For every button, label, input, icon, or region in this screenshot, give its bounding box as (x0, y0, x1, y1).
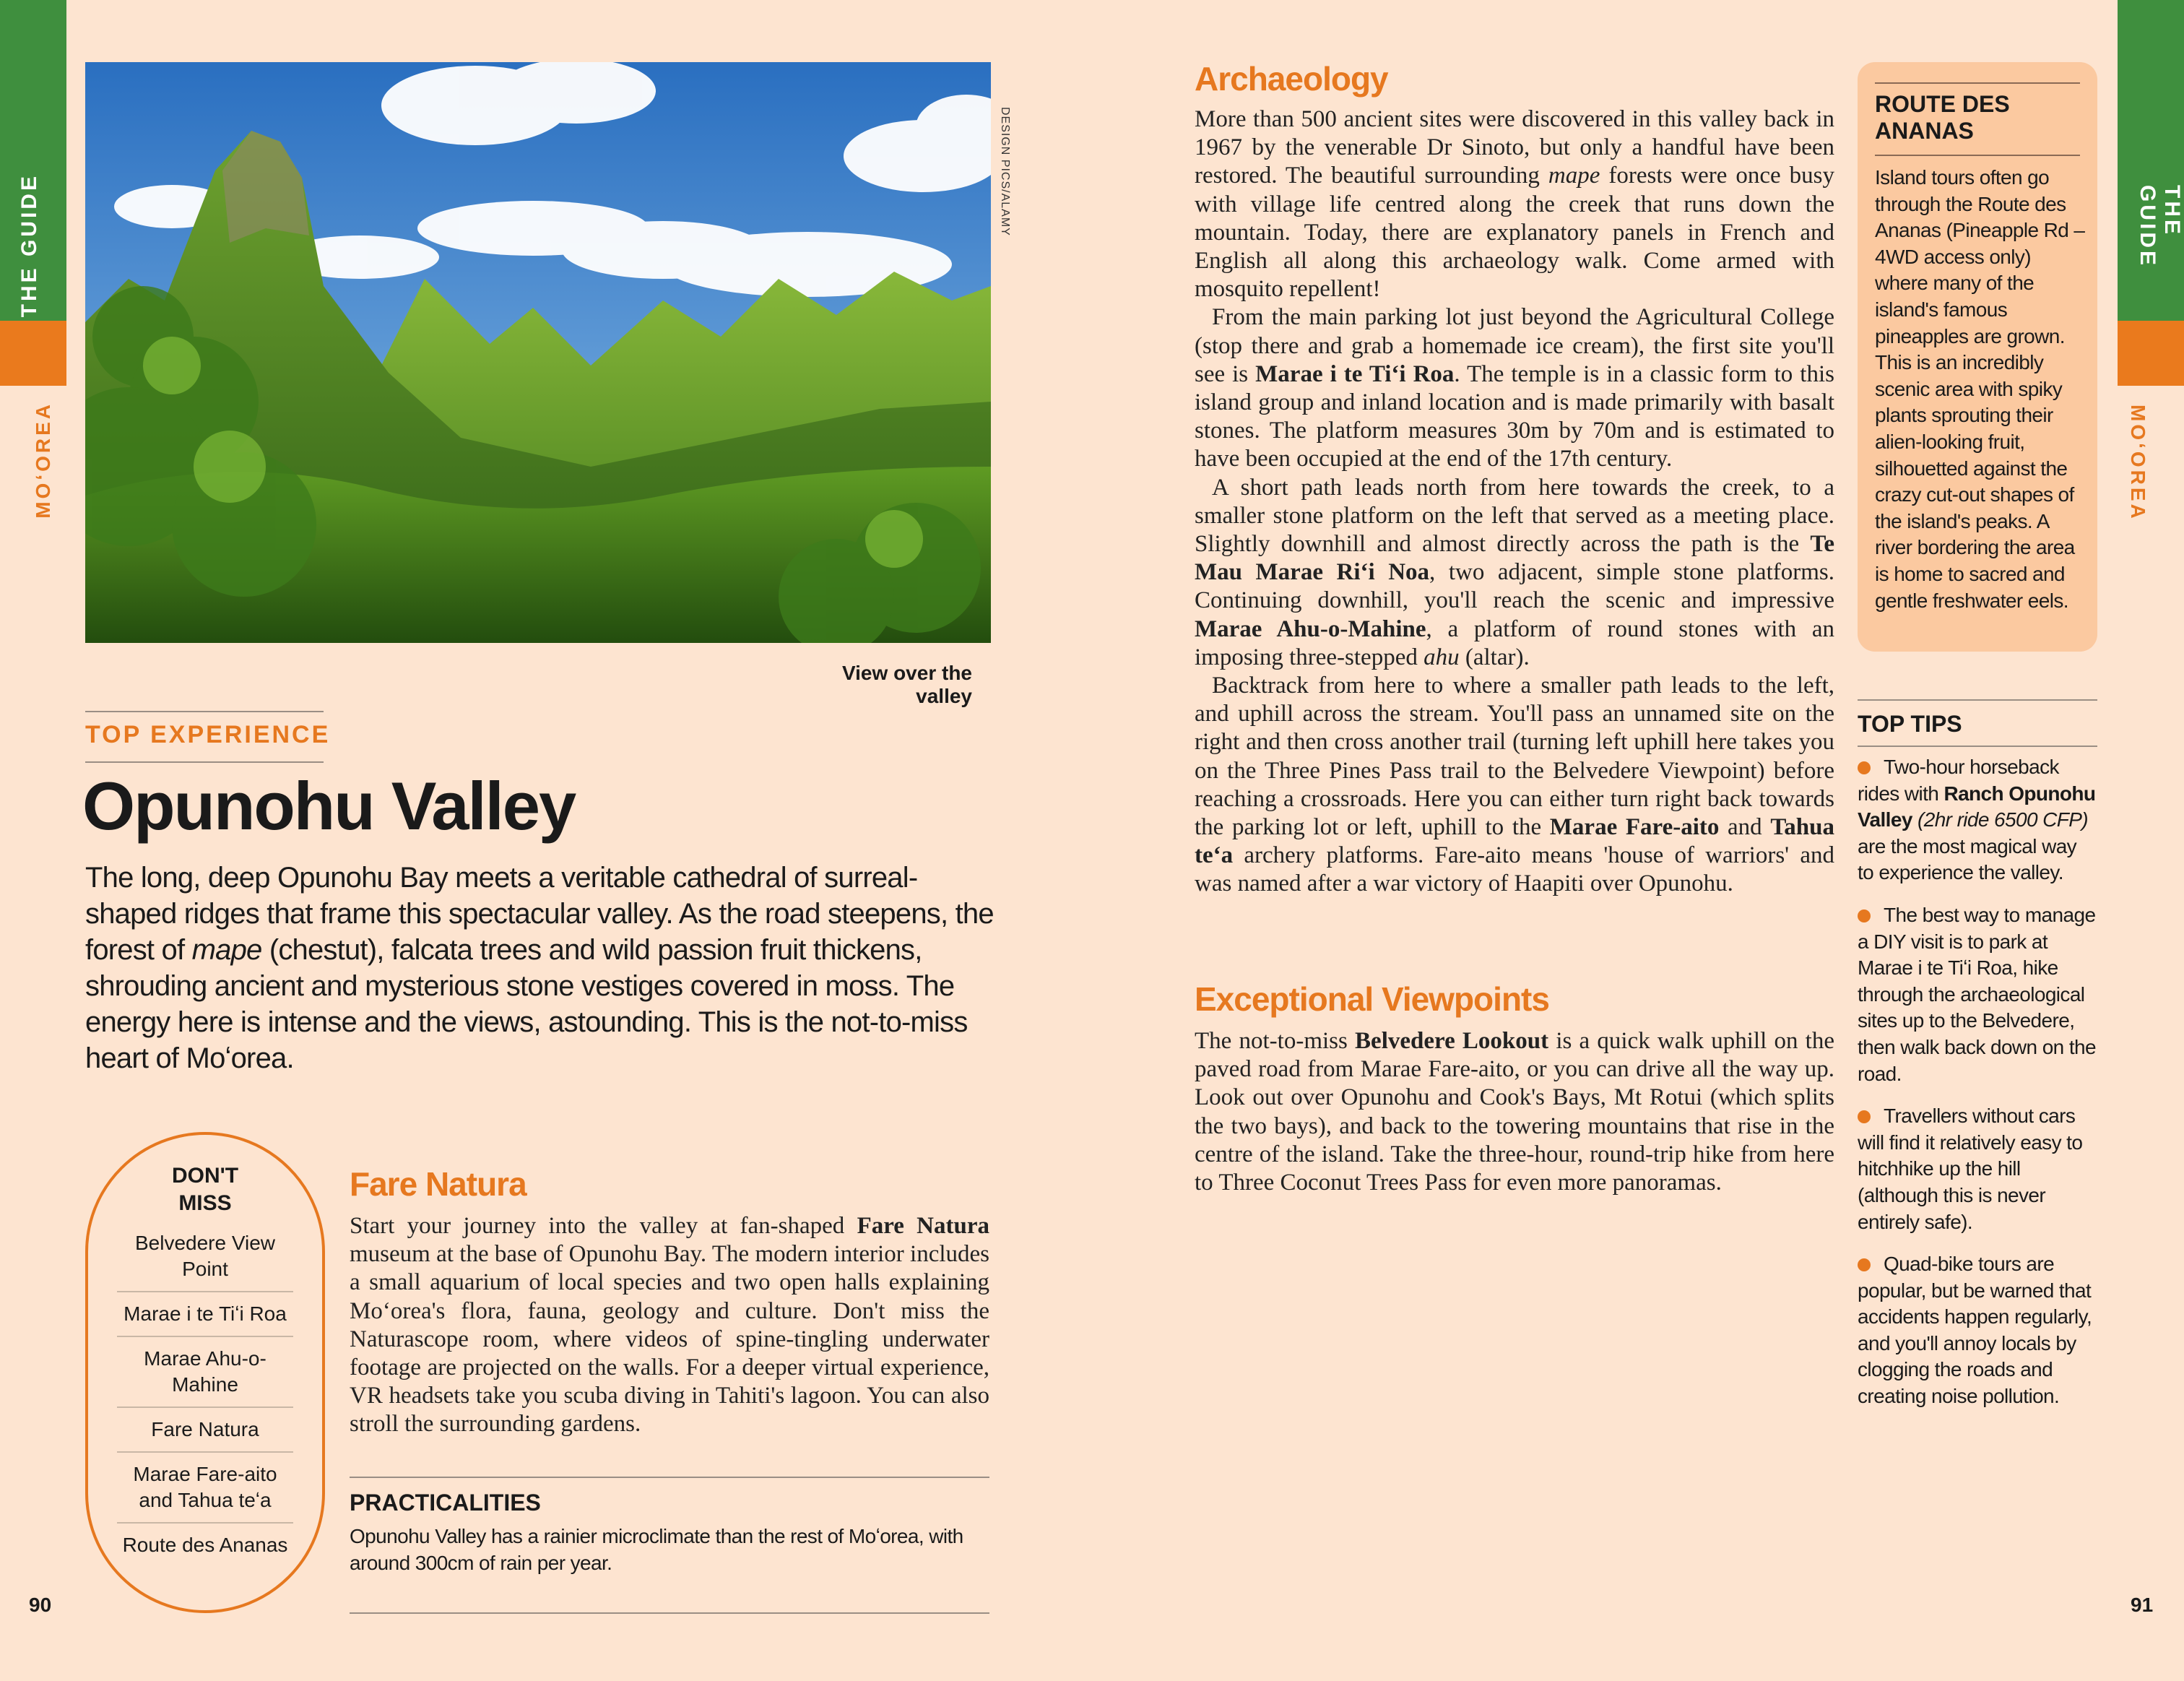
archaeology-text: A short path leads north from here towards the creek, to a smaller stone platform on the left that served as a meeting place. Slightly downhill and almost directly across the path is the (1195, 474, 1834, 558)
archaeology-text: forests were once busy with village life centred along the creek that runs down the mountain. Today, there are explanatory panels in French and English all along this archaeology walk. Come armed with mosquito repellent! (1195, 163, 1834, 303)
archaeology-paragraph-2 (1195, 303, 1834, 473)
tip-item (1858, 902, 2097, 1087)
page-number-right: 91 (2131, 1594, 2154, 1616)
archaeology-text: Backtrack from here to where a smaller path leads to the left, and uphill across the stream. You'll pass an unnamed site on the right and then cross another trail (turning left uphill here takes you on the Three Pines Pass trail to the Belvedere Viewpoint) before reaching a crossroads. Here you can either turn right back towards the parking lot or left, uphill to the (1195, 673, 1834, 841)
tip-text: Quad-bike tours are popular, but be warned that accidents happen regularly, and you'll annoy locals by clogging the roads and creating noise pollution. (1858, 1253, 2092, 1408)
site-name: Marae Fare-aito (1549, 814, 1720, 841)
top-tips-heading: TOP TIPS (1858, 711, 1962, 737)
archaeology-text: (altar). (1459, 644, 1530, 670)
dont-miss-item: Route des Ananas (122, 1534, 288, 1556)
archaeology-text: . The temple is in a classic form to this island group and inland location and is made primarily with basalt stones. The platform measures 30m by 70m and is estimated to have been occupied at the end of the 17th century. (1195, 360, 1834, 472)
photo-credit: DESIGN PICS/ALAMY (999, 107, 1011, 236)
valley-photo (85, 62, 991, 643)
site-name: Te Mau Marae Riʻi Noa (1195, 531, 1834, 586)
archaeology-body (1195, 105, 1834, 899)
photo-caption: View over the valley (841, 662, 972, 707)
eyebrow-rule-top (85, 711, 324, 712)
top-tips-rule-top (1858, 699, 2097, 701)
viewpoints-text: is a quick walk uphill on the paved road from Marae Fare-aito, or you can drive all the way up. Look out over Opunohu and Cook's Bays, Mt Rotui (which splits the two bays), and back to the towering mountains that rise in the centre of the island. Take the three-hour, round-trip hike from here to Three Coconut Trees Pass for even more panoramas. (1195, 1028, 1834, 1196)
archaeology-text: More than 500 ancient sites were discovered in this valley back in 1967 by the venerable Dr Sinoto, but only a handful have been restored. The beautiful surrounding (1195, 106, 1834, 189)
viewpoints-heading: Exceptional Viewpoints (1195, 980, 1549, 1018)
lede-em: mape (191, 934, 262, 966)
left-tab-guide-label: THE GUIDE (17, 173, 41, 318)
tip-bold: Ranch Opunohu Valley (1858, 782, 2096, 831)
practicalities-rule-bottom (350, 1612, 989, 1614)
bullet-dot-icon (1858, 1110, 1871, 1123)
lede (85, 860, 994, 1076)
fare-natura-paragraph (350, 1212, 989, 1439)
lede-text-1: The long, deep Opunohu Bay meets a veritable cathedral of surreal-shaped ridges that frame this spectacular valley. As the road steepens, the forest of (85, 862, 994, 966)
archaeology-text: archery platforms. Fare-aito means 'house of warriors' and was named after a war victory of Haapiti over Opunohu. (1195, 842, 1834, 897)
lede-text-2: (chestut), falcata trees and wild passion fruit thickens, shrouding ancient and mysterious stone vestiges covered in moss. The energy here is intense and the views, astounding. This is the not-to-miss heart of Moʻorea. (85, 934, 968, 1074)
left-tab-region (0, 321, 66, 386)
bullet-dot-icon (1858, 1258, 1871, 1271)
eyebrow-rule-bottom (85, 761, 324, 763)
right-tab-guide (2118, 0, 2184, 321)
route-des-ananas-heading-line-1: ROUTE DES (1875, 91, 2010, 117)
dont-miss-item: Fare Natura (117, 1408, 293, 1453)
practicalities-heading: PRACTICALITIES (350, 1490, 541, 1516)
archaeology-em: ahu (1424, 644, 1460, 670)
archaeology-text: From the main parking lot just beyond the Agricultural College (stop there and grab a homemade ice cream), the first site you'll see is (1195, 304, 1834, 387)
viewpoints-text: The not-to-miss (1195, 1028, 1356, 1054)
eyebrow: TOP EXPERIENCE (85, 721, 331, 748)
bullet-dot-icon (1858, 909, 1871, 922)
fare-natura-bold: Fare Natura (857, 1213, 989, 1239)
tip-text: Two-hour horseback rides with (1858, 756, 2059, 805)
archaeology-paragraph-1 (1195, 105, 1834, 303)
dont-miss-item: Belvedere View Point (117, 1222, 293, 1292)
tip-item (1858, 754, 2097, 886)
dont-miss-item: Marae Fare-aito and Tahua teʻa (117, 1453, 293, 1524)
sidebar-rule-top (1875, 82, 2080, 84)
route-des-ananas-heading-line-2: ANANAS (1875, 118, 1974, 144)
route-des-ananas-heading (1875, 91, 2010, 144)
viewpoints-body (1195, 1027, 1834, 1197)
dont-miss-heading-line-2: MISS (178, 1191, 232, 1215)
tip-text: are the most magical way to experience the valley. (1858, 834, 2077, 884)
site-name: Tahua teʻa (1195, 814, 1834, 869)
fare-natura-body (350, 1212, 989, 1439)
right-region-label: MOʻOREA (2127, 405, 2149, 522)
viewpoint-name: Belvedere Lookout (1355, 1028, 1549, 1054)
route-des-ananas-text: Island tours often go through the Route des Ananas (Pineapple Rd – 4WD access only) where many of the island's famous pineapples are grown. This is an incredibly scenic area with spiky plants sprouting their alien-looking fruit, silhouetted against the crazy cut-out shapes of the island's peaks. A river bordering the area is home to sacred and gentle freshwater eels. (1875, 166, 2085, 612)
tip-text: Travellers without cars will find it relatively easy to hitchhike up the hill (although this is never entirely safe). (1858, 1105, 2083, 1233)
archaeology-heading: Archaeology (1195, 60, 1388, 98)
archaeology-paragraph-3 (1195, 474, 1834, 672)
site-name: Marae i te Tiʻi Roa (1255, 360, 1455, 387)
left-tab-guide (0, 0, 66, 321)
dont-miss-heading (88, 1162, 322, 1217)
left-region-label: MOʻOREA (32, 402, 54, 519)
fare-natura-text-2: museum at the base of Opunohu Bay. The modern interior includes a small aquarium of local species and two open halls explaining Moʻorea's flora, fauna, geology and culture. Don't miss the Naturascope room, where videos of spine-tingling underwater footage are projected on the walls. For a deeper virtual experience, VR headsets take you scuba diving in Tahiti's lagoon. You can also stroll the surrounding gardens. (350, 1241, 989, 1438)
sidebar-rule-mid (1875, 155, 2080, 156)
top-tips-list (1858, 754, 2097, 1426)
top-tips-rule-mid (1858, 746, 2097, 747)
tip-item (1858, 1103, 2097, 1235)
dont-miss-item: Marae Ahu-o-Mahine (117, 1337, 293, 1408)
site-name: Marae Ahu-o-Mahine (1195, 615, 1426, 642)
page-title: Opunohu Valley (82, 768, 576, 844)
page-number-left: 90 (29, 1594, 52, 1616)
dont-miss-box (85, 1132, 325, 1613)
practicalities-text: Opunohu Valley has a rainier microclimate than the rest of Moʻorea, with around 300cm of rain per year. (350, 1525, 963, 1574)
archaeology-paragraph-4 (1195, 672, 1834, 899)
dont-miss-item: Marae i te Tiʻi Roa (117, 1292, 293, 1337)
viewpoints-paragraph (1195, 1027, 1834, 1197)
right-tab-region (2118, 321, 2184, 386)
archaeology-em: mape (1548, 163, 1600, 189)
archaeology-text: , a platform of round stones with an imposing three-stepped (1195, 615, 1834, 670)
fare-natura-text-1: Start your journey into the valley at fan-shaped (350, 1213, 857, 1239)
right-tab-guide-label: THE GUIDE (2136, 185, 2184, 269)
fare-natura-heading: Fare Natura (350, 1165, 526, 1203)
route-des-ananas-box (1858, 62, 2097, 652)
tip-em: (2hr ride 6500 CFP) (1912, 808, 2089, 831)
dont-miss-heading-line-1: DON'T (171, 1164, 239, 1188)
archaeology-text: , two adjacent, simple stone platforms. Continuing downhill, you'll reach the scenic and impressive (1195, 559, 1834, 614)
archaeology-text: and (1719, 814, 1771, 841)
tip-text: The best way to manage a DIY visit is to park at Marae i te Tiʻi Roa, hike through the archaeological sites up to the Belvedere, then walk back down on the road. (1858, 903, 2096, 1085)
dont-miss-list (88, 1222, 322, 1567)
practicalities-rule-top (350, 1477, 989, 1478)
bullet-dot-icon (1858, 761, 1871, 774)
tip-item (1858, 1251, 2097, 1410)
